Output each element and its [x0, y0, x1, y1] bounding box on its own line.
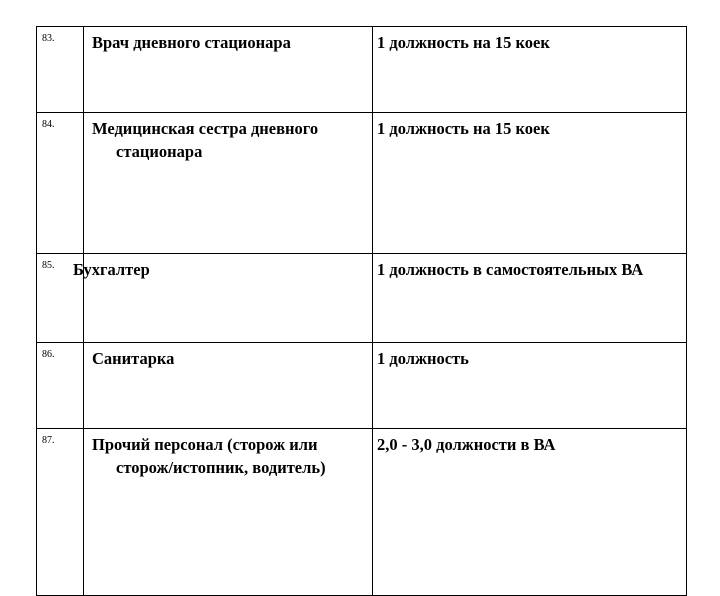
table-row	[37, 429, 687, 596]
row-number: 86.	[37, 343, 84, 429]
staffing-norm: 1 должность на 15 коек	[377, 33, 550, 52]
row-number: 84.	[37, 113, 84, 254]
norm-cell	[373, 113, 687, 254]
norm-cell	[373, 27, 687, 113]
norm-cell	[373, 429, 687, 596]
position-cell	[84, 113, 373, 254]
position-name: Санитарка	[92, 349, 175, 368]
staffing-norm: 1 должность в самостоятельных ВА	[377, 260, 644, 279]
table-row	[37, 113, 687, 254]
norm-cell	[373, 254, 687, 343]
position-cell	[84, 343, 373, 429]
table-row	[37, 254, 687, 343]
table-row	[37, 27, 687, 113]
staffing-norm: 1 должность	[377, 349, 469, 368]
position-name: Бухгалтер	[73, 260, 150, 279]
norm-cell	[373, 343, 687, 429]
position-name: Прочий персонал (сторож или сторож/истопник, водитель)	[92, 435, 326, 477]
position-cell	[73, 254, 373, 343]
position-cell	[84, 429, 373, 596]
staffing-norm: 1 должность на 15 коек	[377, 119, 550, 138]
position-name: Медицинская сестра дневного стационара	[92, 119, 319, 161]
row-number: 87.	[37, 429, 84, 596]
position-cell	[84, 27, 373, 113]
staffing-table	[36, 26, 687, 596]
staffing-norm: 2,0 - 3,0 должности в ВА	[377, 435, 556, 454]
position-name: Врач дневного стационара	[92, 33, 291, 52]
table-row	[37, 343, 687, 429]
row-number: 83.	[37, 27, 84, 113]
row-number: 85.	[37, 254, 84, 343]
